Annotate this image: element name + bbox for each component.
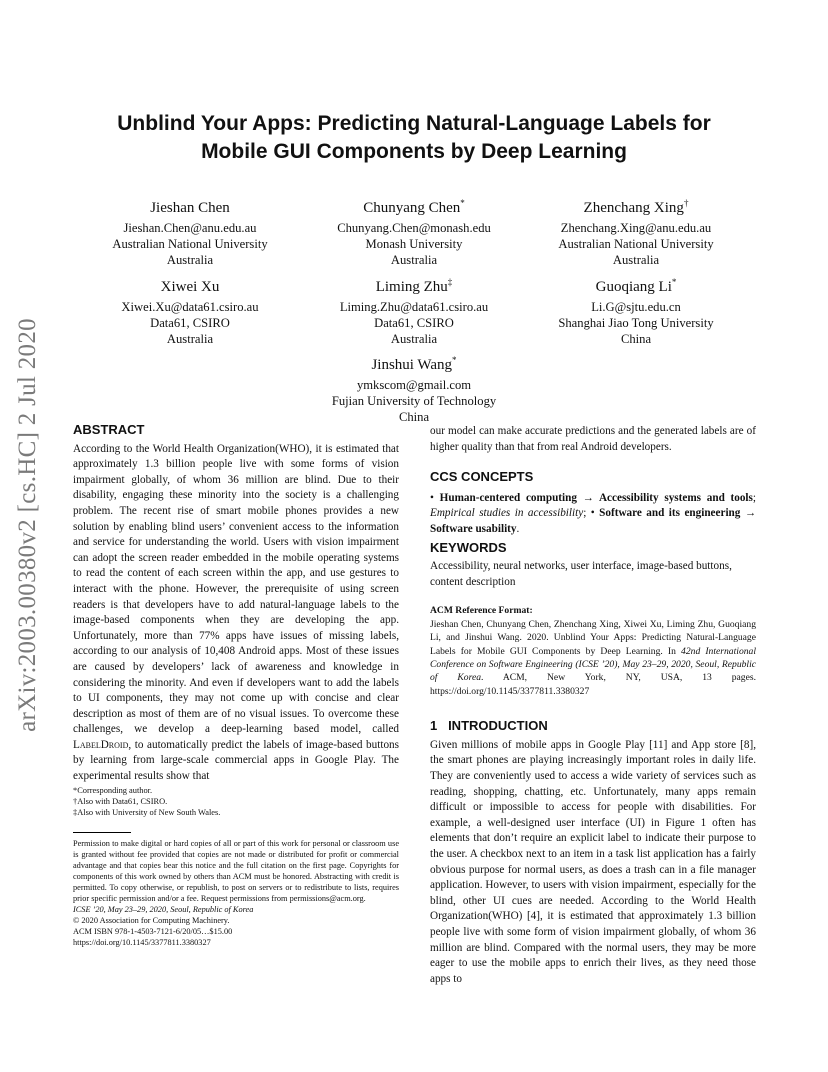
author-block	[294, 194, 534, 268]
author-name: Chunyang Chen	[363, 200, 461, 216]
author-country: Australia	[166, 332, 214, 346]
author-mark: †	[683, 198, 689, 208]
tool-name: LabelDroid	[73, 738, 129, 751]
author-block	[294, 273, 534, 347]
footnotes	[73, 785, 399, 818]
abstract-text-part: According to the World Health Organization(WHO), it is estimated that approximately 1.3 billion people live with some forms of vision impairment globally, of whom 36 million are blind. Due to their disability, engaging these minority into the society is a challenging problem. The recent rise of smart mobile phones provides a new solution by enabling blind users’ convenient access to the information and service for understanding the world. Users with vision impairment can adopt the screen reader embedded in the mobile operating systems to read the content of each screen within the app, and use gestures to interact with the phone. However, the prerequisite of using screen readers is that developers have to add natural-language labels to the image-based components when they are developing the app. Unfortunately, more than 77% apps have issues of missing labels, according to our analysis of 10,408 Android apps. Most of these issues are caused by developers’ lack of awareness and knowledge in considering the minority. And even if developers want to add the labels to UI components, they may not come up with concise and clear description as most of them are of no visual issues. To overcome these challenges, we develop a deep-learning based model, called	[73, 442, 399, 736]
left-column	[73, 422, 399, 785]
doi-link[interactable]: https://doi.org/10.1145/3377811.3380327	[73, 938, 211, 947]
author-country: Australia	[390, 332, 438, 346]
author-affiliation: Fujian University of Technology	[331, 394, 497, 408]
period: .	[516, 522, 520, 535]
right-column	[430, 424, 756, 987]
acm-reference-part: . ACM, New York, NY, USA, 13 pages. https://doi.org/10.1145/3377811.3380327	[430, 672, 756, 697]
author-country: Australia	[390, 253, 438, 267]
acm-reference-venue: 42nd International Conference on Software Engineering (ICSE ’20), May 23–29, 2020, Seoul, Republic of Korea	[430, 645, 756, 684]
abstract-continuation: our model can make accurate predictions and the generated labels are of higher quality than that from real Android developers.	[430, 425, 756, 453]
author-email: Chunyang.Chen@monash.edu	[337, 221, 491, 235]
author-affiliation: Shanghai Jiao Tong University	[558, 316, 714, 330]
author-block	[294, 351, 534, 425]
footnote: *Corresponding author.	[73, 786, 153, 795]
acm-reference	[430, 604, 756, 698]
author-mark: *	[460, 198, 465, 208]
permission-block	[73, 838, 399, 948]
introduction-heading: 1 INTRODUCTION	[430, 718, 548, 734]
author-email: Jieshan.Chen@anu.edu.au	[123, 221, 257, 235]
author-email: ymkscom@gmail.com	[356, 378, 472, 392]
ccs-concept-2: Software and its engineering → Software usability	[430, 507, 757, 535]
author-email: Li.G@sjtu.edu.cn	[591, 300, 681, 314]
abstract-text	[73, 442, 399, 785]
acm-reference-part: Jieshan Chen, Chunyang Chen, Zhenchang Xing, Xiwei Xu, Liming Zhu, Guoqiang Li, and Jinshui Wang. 2020. Unblind Your Apps: Predicting Natural-Language Labels for Mobile GUI Components by Deep Learning. In	[430, 618, 756, 657]
author-name: Jieshan Chen	[150, 200, 230, 216]
author-block	[70, 273, 310, 347]
author-affiliation: Australian National University	[112, 237, 268, 251]
permission-text: Permission to make digital or hard copies of all or part of this work for personal or classroom use is granted without fee provided that copies are not made or distributed for profit or commercial advantage and that copies bear this notice and the full citation on the first page. Copyrights for components of this work owned by others than ACM must be honored. Abstracting with credit is permitted. To copy otherwise, or republish, to post on servers or to redistribute to lists, requires prior specific permission and/or a fee. Request permissions from permissions@acm.org.	[73, 839, 399, 903]
author-name: Liming Zhu	[375, 279, 448, 295]
author-country: Australia	[166, 253, 214, 267]
author-block	[516, 194, 756, 268]
author-affiliation: Monash University	[365, 237, 463, 251]
ccs-concept-1: Human-centered computing → Accessibility systems and tools	[439, 491, 753, 504]
arxiv-sidebar	[6, 290, 50, 760]
author-block	[516, 273, 756, 347]
copyright: © 2020 Association for Computing Machinery.	[73, 916, 230, 925]
author-name: Xiwei Xu	[160, 279, 220, 295]
footnote: †Also with Data61, CSIRO.	[73, 797, 168, 806]
acm-reference-text	[430, 618, 756, 698]
author-country: China	[398, 410, 430, 424]
author-affiliation: Data61, CSIRO	[374, 316, 454, 330]
abstract-heading: ABSTRACT	[73, 422, 145, 437]
author-affiliation: Australian National University	[558, 237, 714, 251]
introduction-text: Given millions of mobile apps in Google Play [11] and App store [8], the smart phones are playing increasingly important roles in daily life. They are conveniently used to access a wide variety of services such as reading, shopping, chatting, etc. Unfortunately, many apps remain difficult or impossible to access for people with disabilities. For example, a well-designed user interface (UI) in Figure 1 often has elements that don’t require an explicit label to indicate their purpose to the user. A checkbox next to an item in a task list application has a fairly obvious purpose for normal users, as does a trash can in a file manager application. However, to users with vision impairment, especially for the blind, other UI cues are needed. According to the World Health Organization(WHO) [4], it is estimated that approximately 1.3 billion people live with some form of vision impairment globally, of whom 36 million are blind. Compared with the normal users, they may be more eager to use the mobile apps to enrich their lives, as they need those apps to	[430, 738, 756, 985]
acm-reference-heading: ACM Reference Format:	[430, 605, 533, 617]
ccs-heading: CCS CONCEPTS	[430, 469, 534, 485]
keywords-text: Accessibility, neural networks, user interface, image-based buttons, content description	[430, 560, 732, 588]
bullet: •	[590, 507, 595, 520]
separator: ;	[583, 507, 591, 520]
author-mark: ‡	[447, 277, 453, 287]
abstract-text-part: , to automatically predict the labels of image-based buttons by learning from large-scale commercial apps in Google Play. The experimental results show that	[73, 738, 399, 783]
divider	[73, 832, 131, 833]
title-line-1: Unblind Your Apps: Predicting Natural-Language Labels for	[117, 112, 711, 135]
ccs-concept-1-detail: Empirical studies in accessibility	[430, 507, 584, 520]
conference-venue: ICSE ’20, May 23–29, 2020, Seoul, Republic of Korea	[73, 905, 254, 914]
ccs-concepts	[430, 491, 756, 538]
isbn: ACM ISBN 978-1-4503-7121-6/20/05…$15.00	[73, 927, 233, 936]
author-country: China	[620, 332, 652, 346]
author-country: Australia	[612, 253, 660, 267]
author-mark: *	[671, 277, 677, 287]
bullet: •	[430, 491, 434, 504]
author-affiliation: Data61, CSIRO	[150, 316, 230, 330]
author-email: Xiwei.Xu@data61.csiro.au	[121, 300, 259, 314]
paper-title	[60, 110, 768, 166]
author-name: Zhenchang Xing	[583, 200, 684, 216]
keywords-heading: KEYWORDS	[430, 539, 507, 555]
author-email: Zhenchang.Xing@anu.edu.au	[560, 221, 712, 235]
author-mark: *	[452, 355, 457, 365]
author-name: Guoqiang Li	[595, 279, 672, 295]
author-block	[70, 194, 310, 268]
separator: ;	[752, 491, 757, 504]
arxiv-identifier: arXiv:2003.00380v2 [cs.HC] 2 Jul 2020	[14, 318, 41, 732]
author-email: Liming.Zhu@data61.csiro.au	[339, 300, 489, 314]
footnote: ‡Also with University of New South Wales.	[73, 808, 221, 817]
title-line-2: Mobile GUI Components by Deep Learning	[201, 140, 627, 163]
author-name: Jinshui Wang	[371, 357, 453, 373]
